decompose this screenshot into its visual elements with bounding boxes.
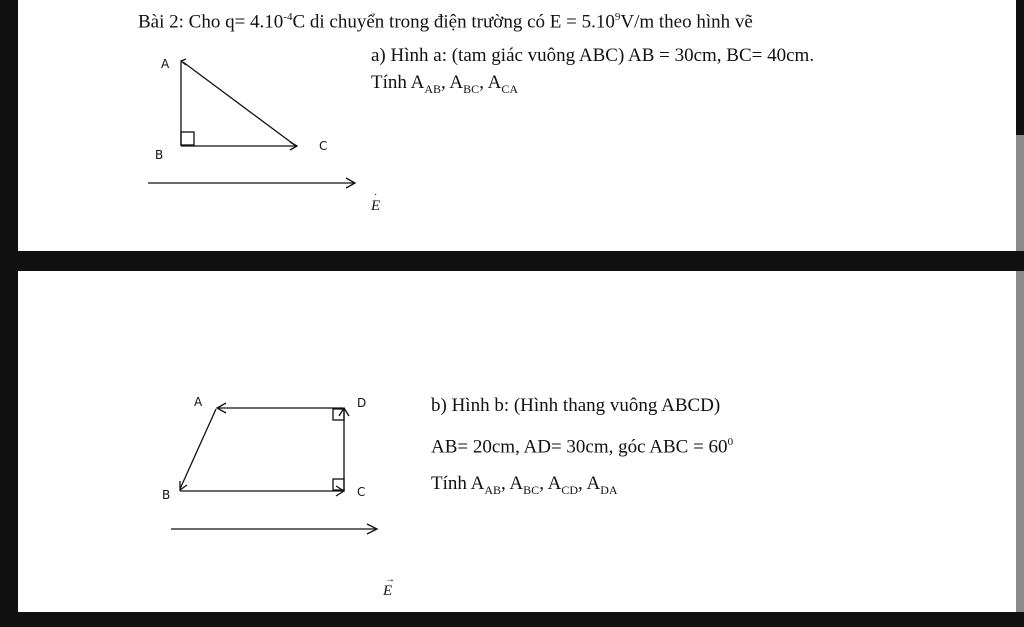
field-label-a: · E	[371, 190, 381, 214]
part-b-given-text: AB= 20cm, AD= 30cm, góc ABC = 60	[431, 436, 728, 458]
field-exponent: 9	[614, 11, 621, 23]
vertex-label-b: B	[155, 148, 164, 162]
problem-middle: C di chuyển trong điện trường có E	[292, 11, 562, 33]
part-b-title: b) Hình b: (Hình thang vuông ABCD)	[431, 395, 721, 416]
side-ab-b	[180, 409, 216, 489]
part-b-sub-da: DA	[600, 482, 618, 497]
part-a-sep: , A	[479, 72, 502, 93]
problem-tail: V/m theo hình vẽ	[620, 11, 753, 33]
part-b-sub-ab: AB	[484, 482, 501, 497]
problem-lead: Bài 2: Cho q	[138, 11, 235, 33]
part-b-sub-bc: BC	[523, 482, 540, 497]
part-a-sub-bc: BC	[463, 81, 480, 96]
charge-value: = 4.10	[234, 11, 284, 33]
charge-exponent: -4	[283, 11, 293, 23]
part-a-sub-ca: CA	[501, 81, 519, 96]
field-label-b: → E	[383, 574, 395, 599]
part-a-given: a) Hình a: (tam giác vuông ABC) AB = 30cm, BC= 40cm.	[371, 45, 815, 66]
part-b-sep: , A	[539, 473, 562, 494]
part-b-sub-cd: CD	[561, 482, 579, 497]
vertex-label-c-b: C	[357, 485, 366, 499]
vertex-label-c: C	[319, 139, 328, 153]
part-b-sep: , A	[500, 473, 524, 494]
part-a-sub-ab: AB	[424, 81, 441, 96]
part-a-sep: , A	[440, 72, 464, 93]
part-b-sep: , A	[578, 473, 601, 494]
part-b-question	[431, 473, 618, 501]
field-value: = 5.10	[561, 11, 615, 33]
vertex-label-d-b: D	[357, 396, 367, 410]
right-angle-c	[333, 479, 344, 490]
vertex-label-b-b: B	[162, 488, 171, 502]
field-symbol-b: E	[383, 583, 393, 599]
degree-sup: 0	[727, 436, 734, 448]
part-b-tinh: Tính A	[431, 473, 485, 494]
part-b-given	[431, 431, 733, 458]
field-symbol-a: E	[371, 198, 381, 214]
vertex-label-a-b: A	[194, 395, 203, 409]
vertex-label-a: A	[161, 57, 170, 71]
part-a-tinh: Tính A	[371, 72, 425, 93]
